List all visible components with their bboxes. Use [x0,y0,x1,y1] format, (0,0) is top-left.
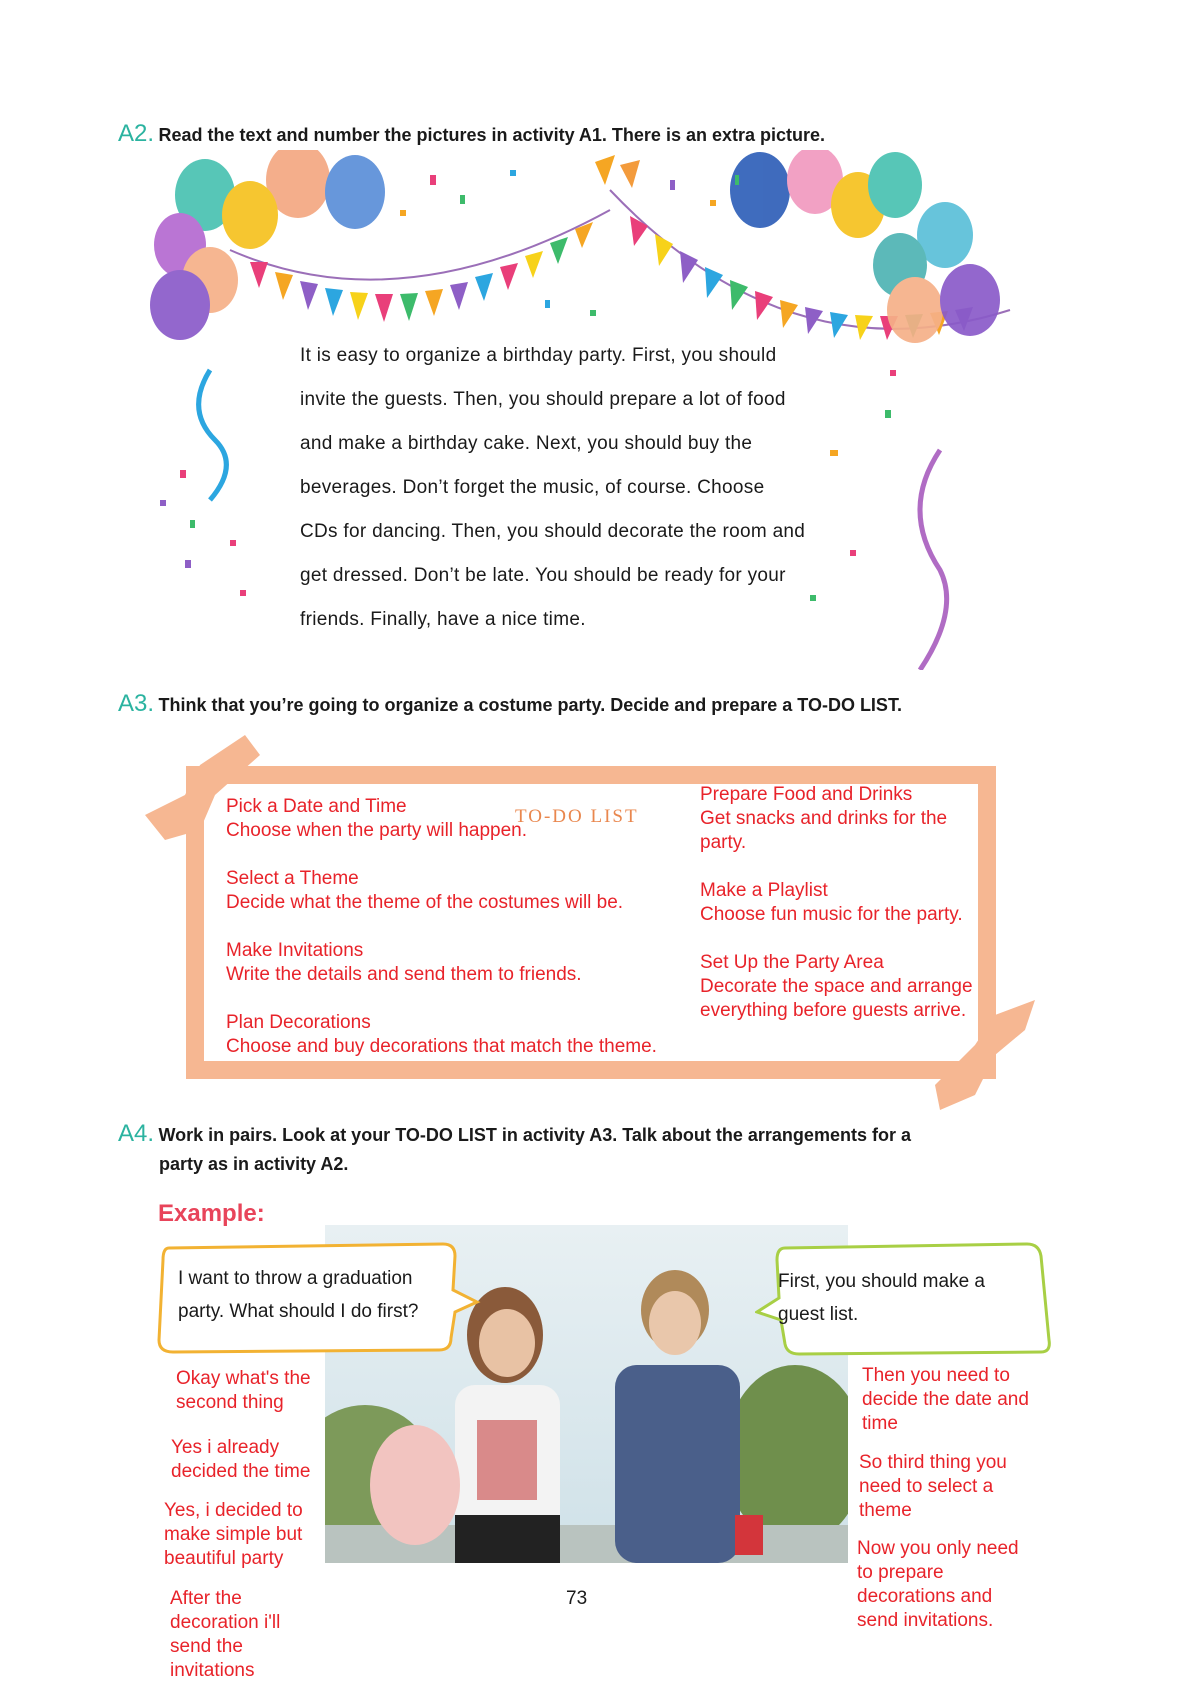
bubble-line: First, you should make a [778,1271,985,1292]
activity-instruction: Think that you’re going to organize a costume party. Decide and prepare a TO-DO LIST. [158,695,902,715]
todo-item [226,867,696,915]
page-number: 73 [566,1588,588,1609]
todo-item-desc: Write the details and send them to friends. [226,964,582,985]
todo-item-desc: Decide what the theme of the costumes will be. [226,892,624,913]
todo-item [226,939,696,987]
todo-item-desc: Choose when the party will happen. [226,820,528,841]
text-line: invite the guests. Then, you should prepare a lot of food [300,389,786,410]
text-line: beverages. Don’t forget the music, of course. Choose [300,477,765,498]
todo-item-title: Plan Decorations [226,1012,371,1033]
speech-bubble-left-text [178,1262,418,1328]
reading-text [300,334,880,642]
right-answer: So third thing you need to select a theme [859,1452,1007,1521]
todo-item [700,783,980,855]
todo-item-title: Make Invitations [226,940,364,961]
todo-item [226,795,696,843]
right-answer: Then you need to decide the date and time [862,1365,1029,1434]
left-answer: Yes i already decided the time [171,1437,311,1482]
todo-item-title: Select a Theme [226,868,359,889]
activity-number: A3. [118,690,155,717]
right-answer: Now you only need to prepare decorations and send invitations. [857,1538,1019,1631]
todo-item-title: Prepare Food and Drinks [700,784,913,805]
activity-a2-heading [118,120,825,148]
activity-instruction: Read the text and number the pictures in activity A1. There is an extra picture. [158,125,826,145]
todo-item-title: Pick a Date and Time [226,796,407,817]
activity-instruction-continued: party as in activity A2. [159,1154,349,1174]
todo-item-desc: Decorate the space and arrange everything before guests arrive. [700,976,973,1021]
bubble-line: party. What should I do first? [178,1301,419,1322]
bubble-line: guest list. [778,1304,859,1325]
activity-a4-heading [118,1120,1058,1175]
left-answer: Yes, i decided to make simple but beautiful party [164,1500,303,1569]
left-answer: After the decoration i'll send the invitations [170,1588,281,1681]
todo-item-title: Set Up the Party Area [700,952,884,973]
example-label: Example: [158,1200,265,1227]
activity-number: A4. [118,1120,155,1147]
text-line: get dressed. Don’t be late. You should be ready for your [300,565,786,586]
bubble-line: I want to throw a graduation [178,1268,413,1289]
activity-a3-heading [118,690,902,718]
todo-item [700,879,980,927]
todo-item [700,951,980,1023]
speech-bubble-right-text [778,1265,985,1331]
left-answer: Okay what's the second thing [176,1368,311,1413]
text-line: friends. Finally, have a nice time. [300,609,586,630]
todo-item [226,1011,696,1059]
todo-right-column [700,783,980,1023]
todo-item-desc: Choose and buy decorations that match the theme. [226,1036,657,1057]
todo-item-title: Make a Playlist [700,880,828,901]
todo-list-title: TO-DO LIST [515,806,639,827]
todo-left-column [226,795,696,1083]
text-line: It is easy to organize a birthday party. First, you should [300,345,777,366]
todo-item-desc: Get snacks and drinks for the party. [700,808,948,853]
todo-item-desc: Choose fun music for the party. [700,904,963,925]
text-line: and make a birthday cake. Next, you should buy the [300,433,753,454]
text-line: CDs for dancing. Then, you should decorate the room and [300,521,806,542]
activity-number: A2. [118,120,155,147]
activity-instruction: Work in pairs. Look at your TO-DO LIST in activity A3. Talk about the arrangements for a [158,1125,911,1145]
